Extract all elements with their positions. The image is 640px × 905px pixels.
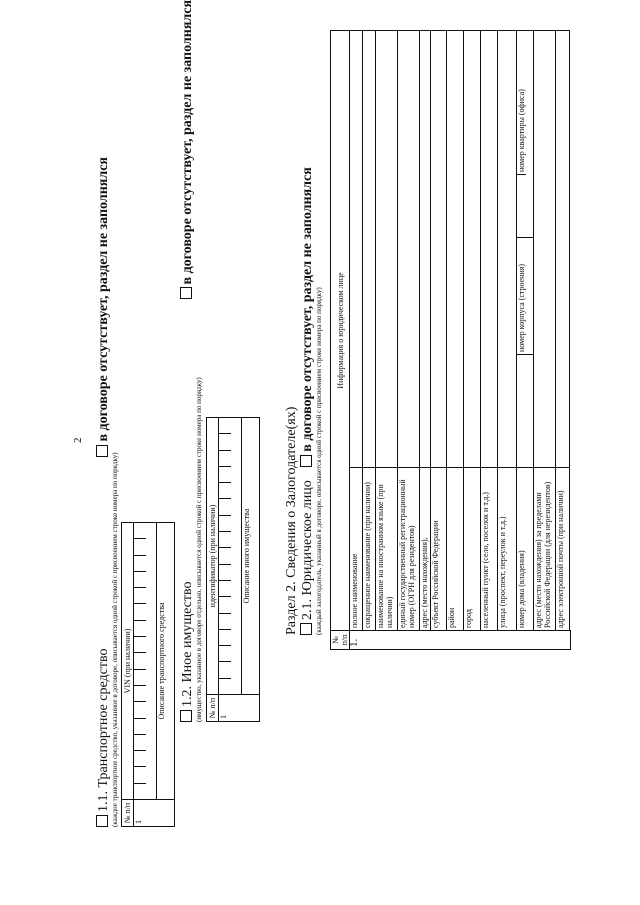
col-header-identifier: идентификатор (при наличии) — [207, 418, 219, 695]
section-2-1-absent-label: в договоре отсутствует, раздел не заполнялся — [300, 167, 315, 452]
field-foreign-address-label: адрес (место нахождения) за пределами Российской Федерации (для нерезидентов) — [534, 468, 556, 631]
field-district-value[interactable] — [447, 31, 464, 468]
section-1-1-table — [121, 522, 175, 827]
field-city-value[interactable] — [464, 31, 481, 468]
field-building-value[interactable] — [517, 31, 534, 238]
vin-cells[interactable] — [134, 523, 157, 800]
section-2-1-note: (каждый залогодатель, указанный в договоре, описывается одной строкой с присвоением строке номера по порядку) — [315, 287, 323, 635]
field-city-label: город — [464, 468, 481, 631]
field-settlement-value[interactable] — [481, 31, 498, 468]
field-full-name-label: полное наименование — [350, 468, 363, 631]
section-1-1-title-checkbox[interactable] — [96, 815, 108, 827]
field-subject-value[interactable] — [431, 31, 447, 468]
field-address-label: адрес (место нахождения), — [420, 468, 431, 631]
row-number: 1. — [350, 631, 571, 650]
col-header-legal-info: Информация о юридическом лице — [331, 31, 350, 631]
section-1-2-title: 1.2. Иное имущество — [180, 581, 195, 707]
col-header-num: № п/п — [331, 631, 350, 650]
section-2-1-title: 2.1. Юридическое лицо — [300, 480, 315, 620]
section-1-1-header — [96, 157, 119, 827]
section-1-2-note: (имущество, указанное в договоре отдельно, описывается одной строкой с присвоением строке номера по порядку) — [195, 377, 203, 722]
section-2-1-absent-checkbox[interactable] — [300, 455, 312, 467]
field-house-value[interactable] — [517, 355, 534, 468]
identifier-cells[interactable] — [219, 418, 242, 695]
field-full-name-value[interactable] — [350, 31, 363, 468]
field-building-label: номер корпуса (строения) — [517, 238, 534, 355]
section-2-1-table — [330, 30, 571, 650]
section-1-1-note: (каждое транспортное средство, указанное в договоре, описывается одной строкой с присвоением строке номера по порядку) — [111, 452, 119, 827]
section-1-1-absent-label: в договоре отсутствует, раздел не заполнялся — [96, 156, 111, 442]
field-foreign-address-value[interactable] — [534, 31, 556, 468]
field-district-label: район — [447, 468, 464, 631]
col-header-property-desc: Описание иного имущества — [242, 418, 260, 695]
col-header-num: № п/п — [207, 695, 219, 722]
section-2-1-header — [300, 167, 323, 635]
section-1-2-table — [206, 417, 260, 722]
field-subject-label: субъект Российской Федерации — [431, 468, 447, 631]
col-header-vehicle-desc: Описание транспортного средства — [157, 523, 175, 800]
col-header-vin: VIN (при наличии) — [122, 523, 134, 800]
field-settlement-label: населенный пункт (село, поселок и т.д.) — [481, 468, 498, 631]
col-header-num: № п/п — [122, 800, 134, 827]
field-ogrn-label: единый государственный регистрационный номер (ОГРН для резидентов) — [398, 468, 420, 631]
field-short-name-value[interactable] — [363, 31, 376, 468]
section-2-1-title-checkbox[interactable] — [300, 623, 312, 635]
field-apartment-label: номер квартиры (офиса) — [517, 89, 526, 172]
section-1-2-header — [180, 0, 203, 722]
page-number: 2 — [72, 437, 84, 443]
field-foreign-name-value[interactable] — [376, 31, 398, 468]
section-1-2-absent-checkbox[interactable] — [180, 287, 192, 299]
field-foreign-name-label: наименование на иностранном языке (при наличии) — [376, 468, 398, 631]
row-number: 1 — [134, 800, 175, 827]
field-street-value[interactable] — [498, 31, 517, 468]
field-email-label: адрес электронной почты (при наличии) — [556, 468, 570, 631]
field-street-label: улица (проспект, переулок и т.д.) — [498, 468, 517, 631]
field-address-value[interactable] — [420, 31, 431, 468]
section-1-1-title: 1.1. Транспортное средство — [96, 648, 111, 812]
field-ogrn-value[interactable] — [398, 31, 420, 468]
section-1-2-title-checkbox[interactable] — [180, 710, 192, 722]
row-number: 1 — [219, 695, 260, 722]
section-1-2-absent-label: в договоре отсутствует, раздел не заполнялся — [180, 0, 195, 285]
section-2-title: Раздел 2. Сведения о Залогодателе(ях) — [284, 406, 299, 635]
field-house-label: номер дома (владения) — [517, 468, 534, 631]
section-1-1-absent-checkbox[interactable] — [96, 445, 108, 457]
field-short-name-label: сокращенное наименование (при наличии) — [363, 468, 376, 631]
field-email-value[interactable] — [556, 31, 570, 468]
